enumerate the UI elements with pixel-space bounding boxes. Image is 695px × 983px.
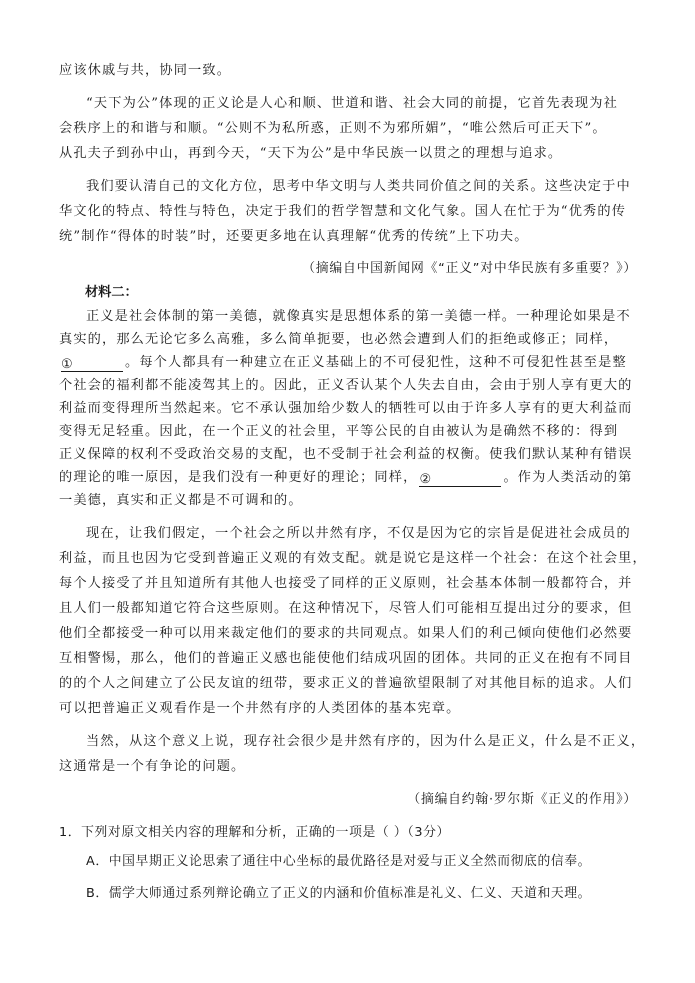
material2-p1-line3 [59,354,627,372]
material2-p1-line8 [59,469,632,487]
material2-p2-line5: 他们全都接受一种可以用来裁定他们的要求的共同观点。如果人们的利己倾向使他们必然要 [59,626,633,641]
material2-p2-line4: 且人们一般都知道它符合这些原则。在这种情况下，尽管人们可能相互提出过分的要求，但 [59,601,633,616]
material2-p1-line1: 正义是社会体制的第一美德，就像真实是思想体系的第一美德一样。一种理论如果是不 [86,309,631,324]
blank-2-marker: ② [419,472,433,487]
material2-p1-line5: 利益而变得理所当然起来。它不承认强加给少数人的牺牲可以由于许多人享有的更大利益而 [59,401,633,416]
material2-source: （摘编自约翰·罗尔斯《正义的作用》） [407,792,637,807]
answer-blank-1[interactable] [61,356,123,372]
blank-1-marker: ① [61,357,74,372]
material1-p2-line3: 统”制作“得体的时装”时，还要更多地在认真理解“优秀的传统”上下功夫。 [59,229,529,244]
material2-p1-line3-text: 。每个人都具有一种建立在正义基础上的不可侵犯性，这种不可侵犯性甚至是整 [125,355,627,370]
material2-p3-line2: 这通常是一个有争论的问题。 [59,759,246,774]
material2-p2-line8: 可以把普遍正义观看作是一个井然有序的人类团体的基本宪章。 [59,701,461,716]
material2-p1-line4: 个社会的福利都不能凌驾其上的。因此，正义否认某个人失去自由，会由于别人享有更大的 [59,378,633,393]
material2-p2-line6: 互相警惕，那么，他们的普遍正义感也能使他们结成巩固的团体。共同的正义在抱有不同目 [59,651,633,666]
material2-p1-line7: 正义保障的权利不受政治交易的支配，也不受制于社会利益的权衡。使我们默认某种有错误 [59,447,633,462]
material2-p2-line1: 现在，让我们假定，一个社会之所以井然有序，不仅是因为它的宗旨是促进社会成员的 [86,526,631,541]
material1-p1-line2: 会秩序上的和谐与和顺。“公则不为私所惑，正则不为邪所媚”，“唯公然后可正天下”。 [59,121,607,136]
material2-p2-line7: 的的个人之间建立了公民友谊的纽带，要求正义的普遍欲望限制了对其他目标的追求。人们 [59,676,633,691]
material2-p1-line8-post: 。作为人类活动的第 [503,470,633,485]
material2-p1-line2: 真实的，那么无论它多么高雅，多么简单扼要，也必然会遭到人们的拒绝或修正；同样， [59,332,619,347]
material2-heading: 材料二： [85,285,138,300]
paragraph-continuation: 应该休戚与共，协同一致。 [59,63,232,78]
question-1-option-b[interactable]: B．儒学大师通过系列辩论确立了正义的内涵和价值标准是礼义、仁义、天道和天理。 [86,886,592,901]
material1-p1-line1: “天下为公”体现的正义论是人心和顺、世道和谐、社会大同的前提，它首先表现为社 [86,96,618,111]
question-1-option-a[interactable]: A．中国早期正义论思索了通往中心坐标的最优路径是对爱与正义全然而彻底的信奉。 [86,854,592,869]
material2-p2-line2: 利益，而且也因为它受到普遍正义观的有效支配。就是说它是这样一个社会：在这个社会里， [59,551,647,566]
material2-p1-line8-pre: 的理论的唯一原因，是我们没有一种更好的理论；同样， [59,470,418,485]
material1-p1-line3: 从孔夫子到孙中山，再到今天，“天下为公”是中华民族一以贯之的理想与追求。 [59,146,563,161]
material1-source: （摘编自中国新闻网《“正义”对中华民族有多重要？》） [302,261,637,276]
material2-p1-line9: 一美德，真实和正义都是不可调和的。 [59,493,303,508]
material1-p2-line2: 华文化的特点、特性与特色，决定于我们的哲学智慧和文化气象。国人在忙于为“优秀的传 [59,204,627,219]
material1-p2-line1: 我们要认清自己的文化方位，思考中华文明与人类共同价值之间的关系。这些决定于中 [86,179,631,194]
material2-p2-line3: 每个人接受了并且知道所有其他人也接受了同样的正义原则，社会基本体制一般都符合，并 [59,576,633,591]
answer-blank-2[interactable] [419,471,501,487]
question-1-stem: 1．下列对原文相关内容的理解和分析，正确的一项是（ ）（3分） [59,825,450,840]
material2-p1-line6: 变得无足轻重。因此，在一个正义的社会里，平等公民的自由被认为是确然不移的：得到 [59,424,619,439]
material2-p3-line1: 当然，从这个意义上说，现存社会很少是井然有序的，因为什么是正义，什么是不正义， [86,734,646,749]
